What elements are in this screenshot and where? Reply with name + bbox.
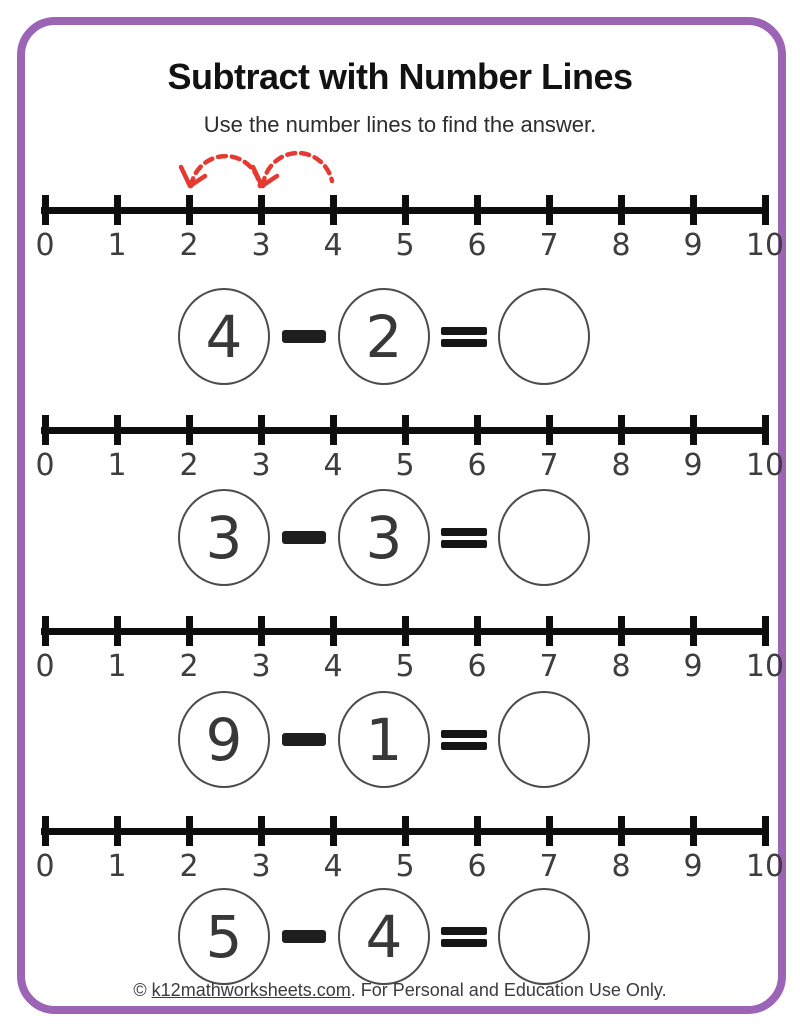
tick-label: 6	[467, 228, 487, 263]
equals-sign-bottom	[441, 339, 487, 347]
tick-label: 9	[683, 649, 703, 684]
tick-label: 1	[107, 849, 127, 884]
tick-label: 1	[107, 228, 127, 263]
answer-circle[interactable]	[498, 691, 590, 788]
tick-label: 8	[611, 849, 631, 884]
tick-mark-6	[474, 616, 481, 646]
tick-mark-8	[618, 415, 625, 445]
minuend-circle-value: 9	[205, 705, 243, 774]
tick-mark-5	[402, 616, 409, 646]
footer-usage-text: . For Personal and Education Use Only.	[350, 980, 667, 1000]
tick-mark-4	[330, 415, 337, 445]
tick-mark-4	[330, 616, 337, 646]
tick-label: 0	[35, 448, 55, 483]
subtrahend-circle-value: 3	[365, 503, 403, 572]
copyright-prefix: ©	[133, 980, 152, 1000]
tick-mark-5	[402, 195, 409, 225]
tick-label: 5	[395, 849, 415, 884]
tick-label: 3	[251, 649, 271, 684]
tick-mark-0	[42, 816, 49, 846]
tick-mark-7	[546, 195, 553, 225]
tick-label: 1	[107, 649, 127, 684]
tick-mark-6	[474, 195, 481, 225]
subtrahend-circle	[338, 691, 430, 788]
tick-label: 10	[745, 448, 785, 483]
tick-label: 8	[611, 228, 631, 263]
tick-mark-5	[402, 415, 409, 445]
jump-arc-3-to-2	[191, 156, 260, 186]
answer-circle[interactable]	[498, 489, 590, 586]
tick-mark-4	[330, 816, 337, 846]
tick-mark-10	[762, 195, 769, 225]
subtrahend-circle	[338, 489, 430, 586]
minuend-circle-value: 4	[205, 302, 243, 371]
tick-label: 4	[323, 228, 343, 263]
answer-circle[interactable]	[498, 888, 590, 985]
tick-label: 10	[745, 849, 785, 884]
site-link[interactable]: k12mathworksheets.com	[151, 980, 351, 1000]
tick-label: 6	[467, 649, 487, 684]
equals-sign-top	[441, 528, 487, 536]
minuend-circle	[178, 489, 270, 586]
tick-label: 7	[539, 228, 559, 263]
tick-label: 3	[251, 228, 271, 263]
instructions-text: Use the number lines to find the answer.	[203, 112, 597, 137]
subtrahend-circle-value: 4	[365, 902, 403, 971]
tick-label: 7	[539, 649, 559, 684]
tick-mark-9	[690, 616, 697, 646]
tick-label: 7	[539, 849, 559, 884]
equals-sign-bottom	[441, 939, 487, 947]
equals-sign-bottom	[441, 540, 487, 548]
tick-mark-2	[186, 616, 193, 646]
tick-label: 4	[323, 448, 343, 483]
tick-label: 5	[395, 228, 415, 263]
tick-label: 6	[467, 448, 487, 483]
tick-mark-3	[258, 415, 265, 445]
tick-label: 0	[35, 649, 55, 684]
tick-label: 4	[323, 849, 343, 884]
tick-mark-1	[114, 195, 121, 225]
tick-label: 3	[251, 448, 271, 483]
minus-sign	[282, 733, 326, 746]
tick-mark-7	[546, 616, 553, 646]
tick-mark-2	[186, 415, 193, 445]
subtrahend-circle	[338, 888, 430, 985]
tick-mark-8	[618, 195, 625, 225]
tick-mark-2	[186, 195, 193, 225]
tick-label: 4	[323, 649, 343, 684]
minuend-circle	[178, 288, 270, 385]
tick-mark-3	[258, 195, 265, 225]
tick-mark-1	[114, 616, 121, 646]
tick-label: 0	[35, 228, 55, 263]
tick-mark-1	[114, 415, 121, 445]
tick-mark-7	[546, 415, 553, 445]
tick-mark-5	[402, 816, 409, 846]
tick-mark-3	[258, 616, 265, 646]
minuend-circle-value: 3	[205, 503, 243, 572]
tick-label: 10	[745, 228, 785, 263]
tick-mark-9	[690, 415, 697, 445]
equals-sign-top	[441, 730, 487, 738]
tick-mark-3	[258, 816, 265, 846]
minuend-circle	[178, 888, 270, 985]
tick-mark-4	[330, 195, 337, 225]
tick-label: 8	[611, 448, 631, 483]
tick-label: 2	[179, 448, 199, 483]
tick-mark-6	[474, 415, 481, 445]
equals-sign-top	[441, 327, 487, 335]
footer	[0, 980, 800, 1001]
tick-mark-8	[618, 816, 625, 846]
tick-label: 5	[395, 649, 415, 684]
minus-sign	[282, 531, 326, 544]
tick-label: 9	[683, 849, 703, 884]
tick-label: 8	[611, 649, 631, 684]
tick-label: 2	[179, 228, 199, 263]
tick-mark-0	[42, 195, 49, 225]
tick-mark-6	[474, 816, 481, 846]
equals-sign-bottom	[441, 742, 487, 750]
tick-label: 0	[35, 849, 55, 884]
minus-sign	[282, 330, 326, 343]
tick-label: 9	[683, 228, 703, 263]
answer-circle[interactable]	[498, 288, 590, 385]
tick-mark-10	[762, 415, 769, 445]
tick-label: 3	[251, 849, 271, 884]
tick-mark-10	[762, 816, 769, 846]
tick-label: 2	[179, 849, 199, 884]
tick-mark-0	[42, 415, 49, 445]
tick-mark-9	[690, 195, 697, 225]
minus-sign	[282, 930, 326, 943]
tick-mark-0	[42, 616, 49, 646]
tick-label: 9	[683, 448, 703, 483]
tick-mark-1	[114, 816, 121, 846]
tick-mark-2	[186, 816, 193, 846]
subtrahend-circle-value: 1	[365, 705, 403, 774]
equals-sign-top	[441, 927, 487, 935]
subtrahend-circle-value: 2	[365, 302, 403, 371]
tick-label: 1	[107, 448, 127, 483]
tick-mark-9	[690, 816, 697, 846]
tick-label: 6	[467, 849, 487, 884]
tick-mark-10	[762, 616, 769, 646]
tick-label: 5	[395, 448, 415, 483]
tick-mark-8	[618, 616, 625, 646]
tick-label: 7	[539, 448, 559, 483]
tick-label: 2	[179, 649, 199, 684]
page-title: Subtract with Number Lines	[167, 56, 633, 97]
minuend-circle-value: 5	[205, 902, 243, 971]
minuend-circle	[178, 691, 270, 788]
tick-mark-7	[546, 816, 553, 846]
tick-label: 10	[745, 649, 785, 684]
subtrahend-circle	[338, 288, 430, 385]
